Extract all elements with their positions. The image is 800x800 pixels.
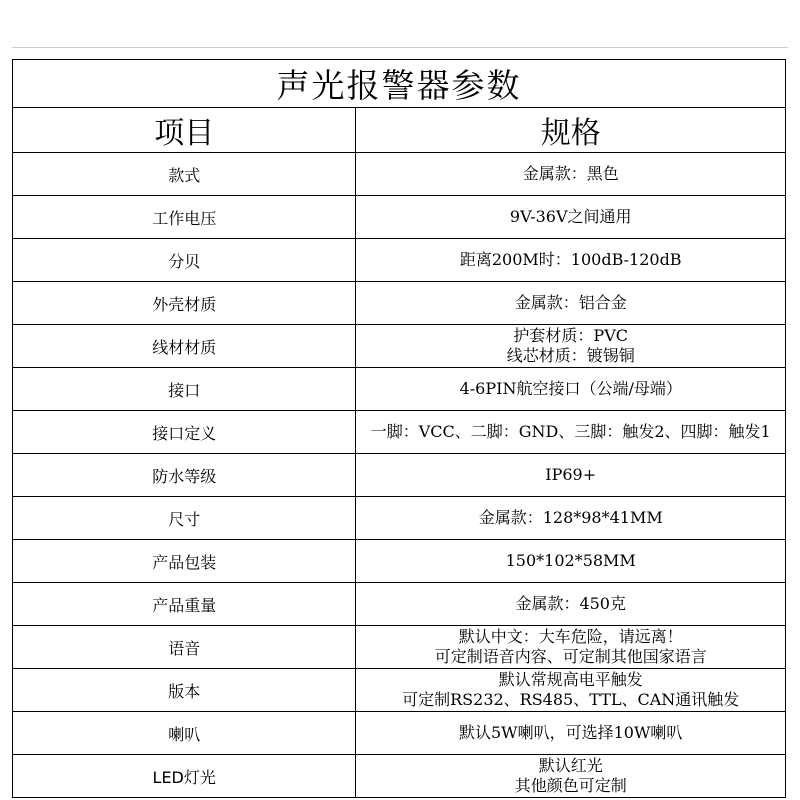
table-header-row bbox=[13, 108, 786, 153]
row-item: 喇叭 bbox=[13, 712, 356, 755]
header-item: 项目 bbox=[13, 108, 356, 153]
row-item: 版本 bbox=[13, 669, 356, 712]
row-value-line: 默认5W喇叭，可选择10W喇叭 bbox=[459, 723, 683, 742]
row-value bbox=[356, 368, 786, 411]
row-value-line: 金属款：450克 bbox=[515, 594, 626, 613]
row-value-line: 可定制语音内容、可定制其他国家语言 bbox=[434, 647, 707, 666]
row-value bbox=[356, 540, 786, 583]
table-row bbox=[13, 712, 786, 755]
row-value bbox=[356, 669, 786, 712]
row-value-line: 其他颜色可定制 bbox=[514, 776, 627, 795]
row-item: 款式 bbox=[13, 153, 356, 196]
row-item: 接口定义 bbox=[13, 411, 356, 454]
row-item: 线材材质 bbox=[13, 325, 356, 368]
table-row bbox=[13, 626, 786, 669]
row-item: 分贝 bbox=[13, 239, 356, 282]
row-value bbox=[356, 454, 786, 497]
row-value-line: 距离200M时：100dB-120dB bbox=[459, 250, 682, 269]
row-value-line: 150*102*58MM bbox=[505, 551, 636, 570]
table-row bbox=[13, 368, 786, 411]
row-value-line: 金属款：128*98*41MM bbox=[478, 508, 663, 527]
row-value bbox=[356, 755, 786, 798]
row-item: 外壳材质 bbox=[13, 282, 356, 325]
row-value-line: 一脚：VCC、二脚：GND、三脚：触发2、四脚：触发1 bbox=[370, 422, 771, 441]
table-row bbox=[13, 583, 786, 626]
table-row bbox=[13, 282, 786, 325]
row-item: 产品重量 bbox=[13, 583, 356, 626]
table-row bbox=[13, 196, 786, 239]
table-row bbox=[13, 497, 786, 540]
row-value-line: 金属款：铝合金 bbox=[514, 293, 627, 312]
row-value-line: 可定制RS232、RS485、TTL、CAN通讯触发 bbox=[402, 690, 740, 709]
spec-table bbox=[12, 59, 786, 798]
row-value bbox=[356, 712, 786, 755]
table-row bbox=[13, 454, 786, 497]
row-value bbox=[356, 196, 786, 239]
row-value-line: IP69+ bbox=[545, 465, 597, 484]
table-row bbox=[13, 669, 786, 712]
row-value-line: 默认常规高电平触发 bbox=[498, 670, 643, 689]
table-row bbox=[13, 153, 786, 196]
table-row bbox=[13, 325, 786, 368]
row-value bbox=[356, 497, 786, 540]
top-divider bbox=[12, 47, 788, 48]
row-value bbox=[356, 325, 786, 368]
row-item: LED灯光 bbox=[13, 755, 356, 798]
row-value-line: 护套材质：PVC bbox=[513, 326, 628, 345]
header-spec: 规格 bbox=[356, 108, 786, 153]
row-value bbox=[356, 626, 786, 669]
row-value-line: 9V-36V之间通用 bbox=[509, 207, 632, 226]
row-value-line: 线芯材质：镀锡铜 bbox=[506, 346, 635, 365]
row-value bbox=[356, 153, 786, 196]
row-item: 防水等级 bbox=[13, 454, 356, 497]
row-value-line: 默认红光 bbox=[538, 756, 603, 775]
row-item: 尺寸 bbox=[13, 497, 356, 540]
row-value-line: 默认中文：大车危险，请远离！ bbox=[458, 627, 683, 646]
row-value bbox=[356, 239, 786, 282]
row-item: 工作电压 bbox=[13, 196, 356, 239]
row-value bbox=[356, 583, 786, 626]
table-title-row bbox=[13, 60, 786, 108]
table-row bbox=[13, 411, 786, 454]
table-title: 声光报警器参数 bbox=[13, 60, 786, 108]
row-item: 语音 bbox=[13, 626, 356, 669]
table-row bbox=[13, 540, 786, 583]
row-value-line: 4-6PIN航空接口（公端/母端） bbox=[459, 379, 682, 398]
row-value-line: 金属款：黑色 bbox=[522, 164, 619, 183]
table-row bbox=[13, 755, 786, 798]
table-row bbox=[13, 239, 786, 282]
row-value bbox=[356, 411, 786, 454]
row-item: 接口 bbox=[13, 368, 356, 411]
row-value bbox=[356, 282, 786, 325]
row-item: 产品包装 bbox=[13, 540, 356, 583]
